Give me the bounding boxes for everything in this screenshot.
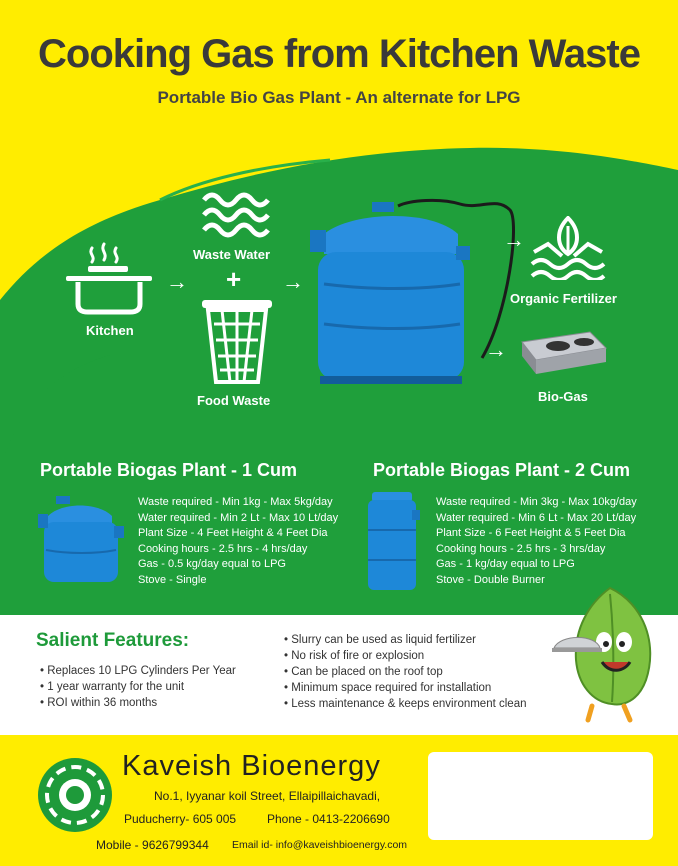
- plan-2-spec: Waste required - Min 3kg - Max 10kg/day: [436, 496, 637, 508]
- feature-item: • Minimum space required for installation: [284, 680, 527, 696]
- feature-item: • ROI within 36 months: [40, 695, 236, 711]
- address-line-1: No.1, Iyyanar koil Street, Ellaipillaichavadi,: [154, 789, 381, 803]
- features-right-list: [284, 632, 527, 712]
- waste-water-label: Waste Water: [193, 247, 271, 262]
- kitchen-label: Kitchen: [86, 323, 134, 338]
- feature-item: • Less maintenance & keeps environment clean: [284, 696, 527, 712]
- blank-box: [428, 752, 653, 840]
- tank-1cum-icon: [38, 496, 124, 586]
- email-address: Email id- info@kaveishbioenergy.com: [232, 839, 408, 851]
- plus-icon: +: [226, 264, 242, 294]
- plan-2-spec: Water required - Min 6 Lt - Max 20 Lt/day: [436, 511, 637, 524]
- tank-2cum-icon: [364, 486, 422, 592]
- food-waste-label: Food Waste: [197, 393, 271, 408]
- plan-1-specs: [138, 495, 338, 589]
- feature-item: • 1 year warranty for the unit: [40, 679, 236, 695]
- leaf-mascot-icon: [552, 584, 662, 724]
- arrow-right-icon: →: [503, 227, 525, 252]
- plan-1-spec: Water required - Min 2 Lt - Max 10 Lt/day: [138, 511, 339, 524]
- feature-item: • Replaces 10 LPG Cylinders Per Year: [40, 663, 236, 679]
- poster-subtitle: Portable Bio Gas Plant - An alternate for LPG: [157, 88, 521, 107]
- salient-features-title: Salient Features:: [36, 630, 190, 651]
- address-line-2: Puducherry- 605 005: [124, 812, 237, 826]
- company-name: Kaveish Bioenergy: [122, 750, 381, 782]
- arrow-right-icon: →: [166, 269, 188, 294]
- feature-item: • Can be placed on the roof top: [284, 664, 527, 680]
- waves-icon: [200, 190, 272, 240]
- fertilizer-leaf-icon: [528, 216, 608, 280]
- plan-2-title: Portable Biogas Plant - 2 Cum: [373, 460, 631, 480]
- plan-1-spec: Plant Size - 4 Feet Height & 4 Feet Dia: [138, 527, 328, 540]
- biogas-tank-icon: [310, 194, 530, 394]
- features-left-list: [40, 663, 236, 711]
- mobile-number: Mobile - 9626799344: [96, 838, 209, 852]
- plan-1-spec: Gas - 0.5 kg/day equal to LPG: [138, 558, 286, 571]
- gas-stove-icon: [514, 328, 608, 378]
- plan-1-spec: Cooking hours - 2.5 hrs - 4 hrs/day: [138, 542, 308, 555]
- feature-item: • No risk of fire or explosion: [284, 648, 527, 664]
- plan-1-spec: Waste required - Min 1kg - Max 5kg/day: [138, 496, 333, 508]
- bio-gas-label: Bio-Gas: [538, 389, 588, 404]
- arrow-right-icon: →: [485, 337, 507, 362]
- waste-basket-icon: [200, 296, 274, 386]
- cooking-pot-icon: [62, 238, 162, 318]
- company-logo-icon: [36, 756, 114, 834]
- plan-2-spec: Gas - 1 kg/day equal to LPG: [436, 558, 575, 571]
- plan-2-spec: Plant Size - 6 Feet Height & 5 Feet Dia: [436, 527, 626, 540]
- plan-2-specs: [436, 495, 637, 589]
- phone-number: Phone - 0413-2206690: [267, 812, 390, 826]
- plan-2-spec: Stove - Double Burner: [436, 573, 545, 586]
- plan-2-spec: Cooking hours - 2.5 hrs - 3 hrs/day: [436, 542, 606, 555]
- arrow-right-icon: →: [282, 269, 304, 294]
- plan-1-spec: Stove - Single: [138, 573, 207, 586]
- plan-1-title: Portable Biogas Plant - 1 Cum: [40, 460, 298, 480]
- feature-item: • Slurry can be used as liquid fertilizer: [284, 632, 527, 648]
- poster-title: Cooking Gas from Kitchen Waste: [38, 32, 640, 76]
- organic-fertilizer-label: Organic Fertilizer: [510, 291, 617, 306]
